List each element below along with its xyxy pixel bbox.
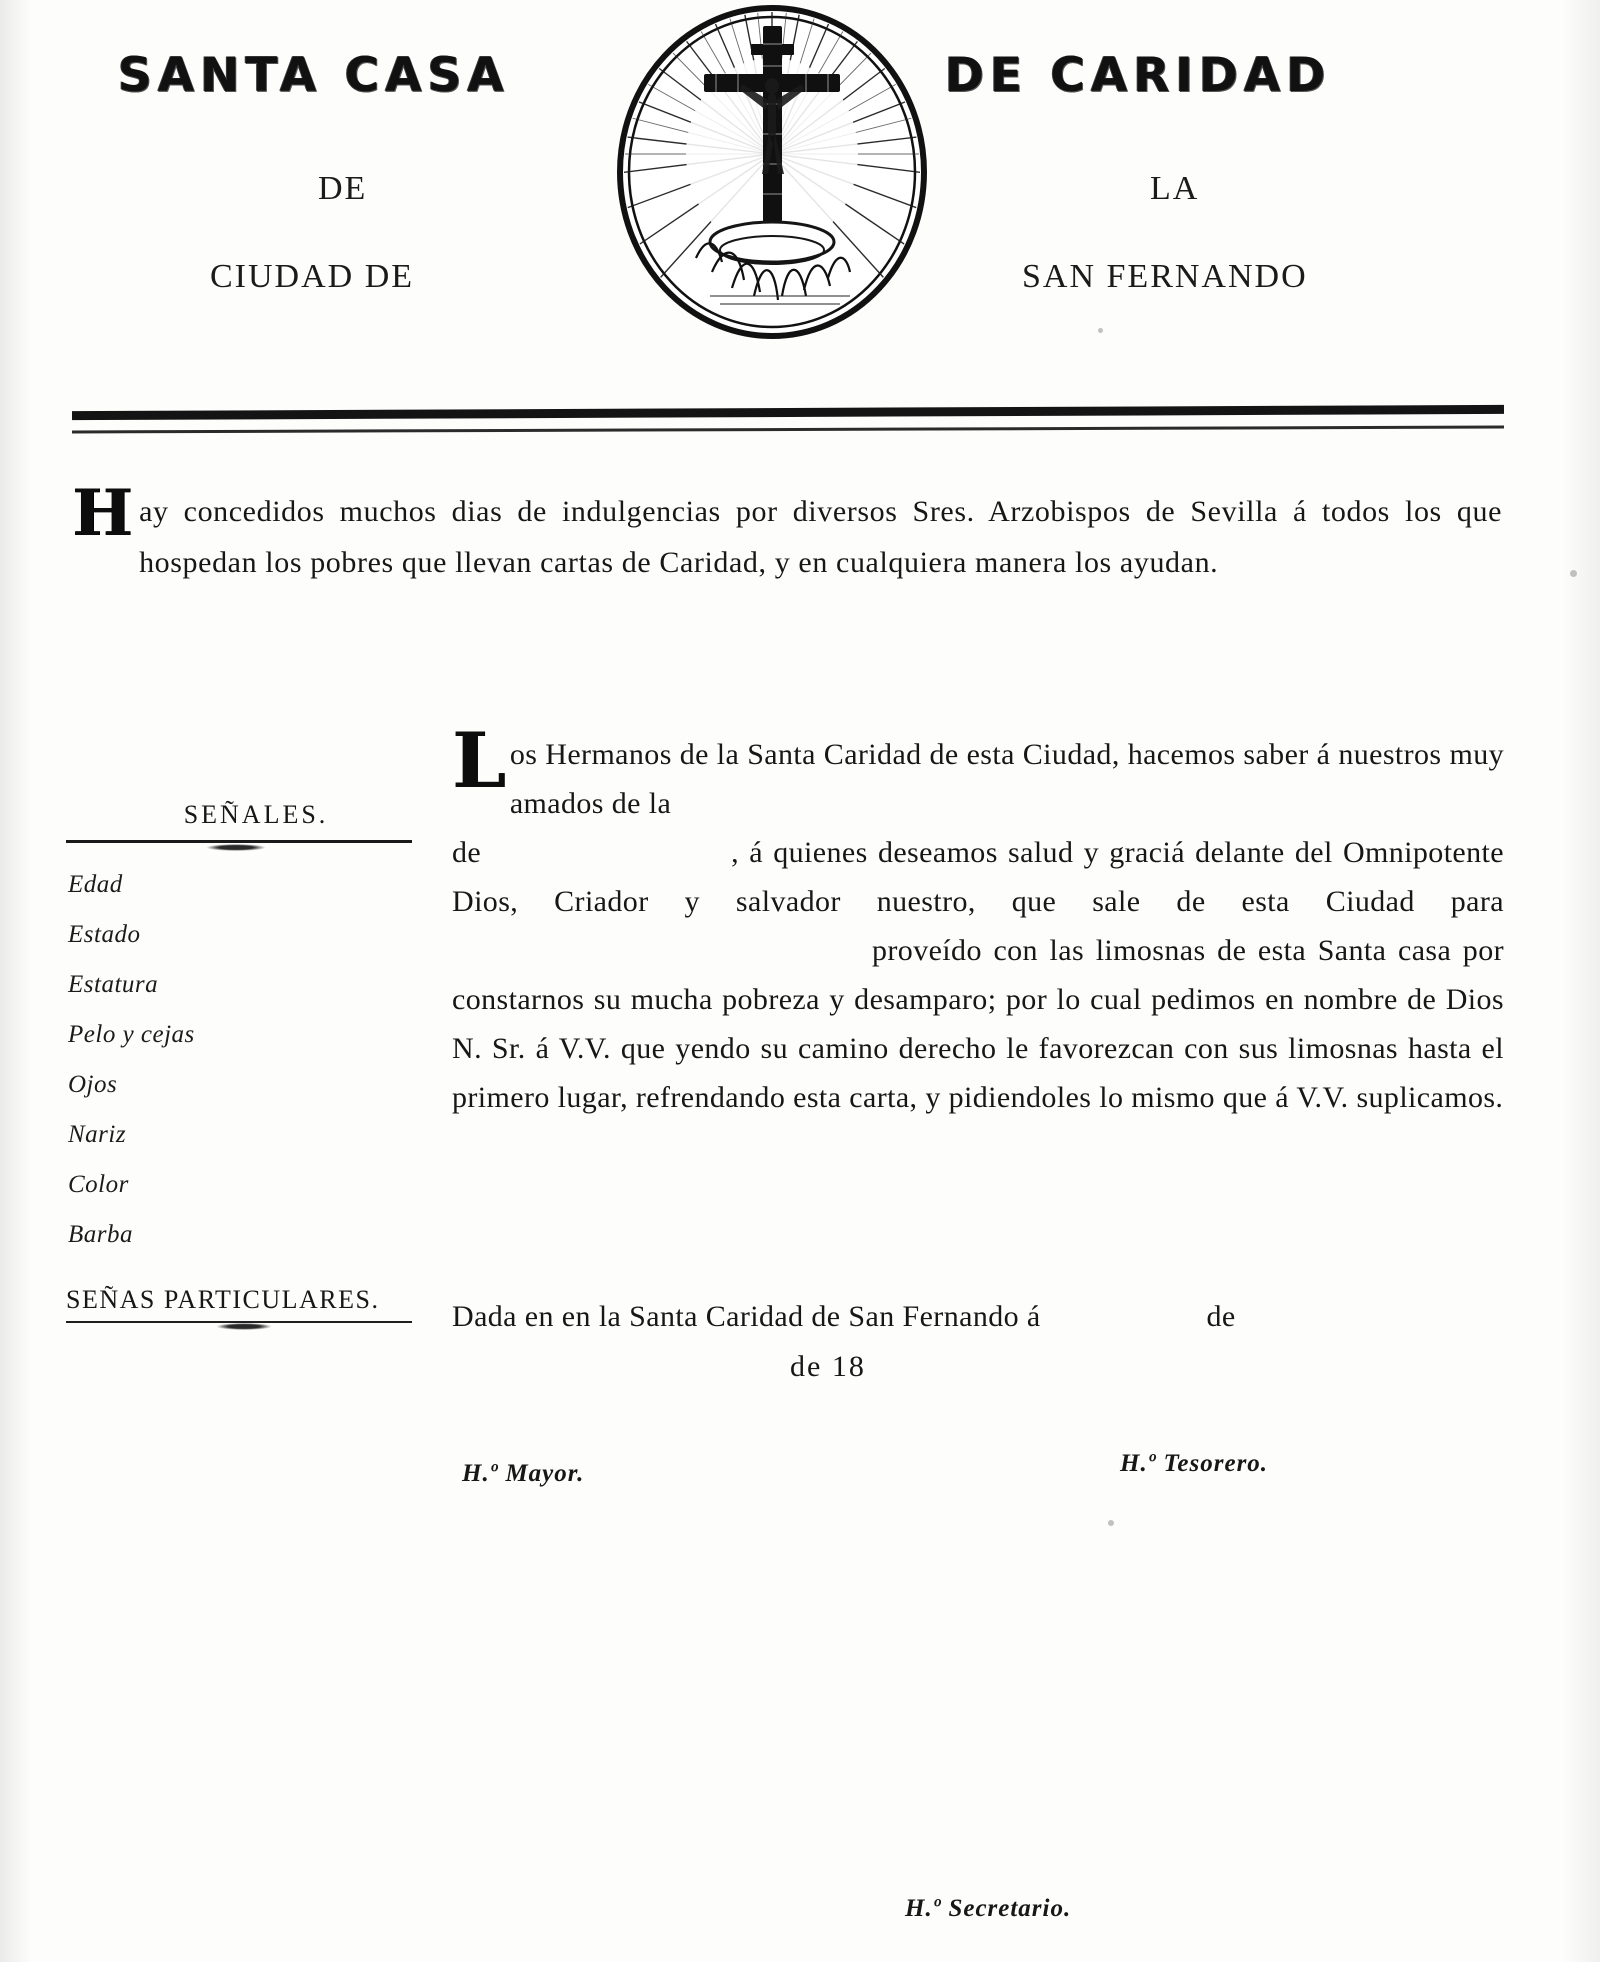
senal-field-ojos[interactable]: Ojos: [68, 1071, 118, 1098]
header-sub-la: LA: [1150, 170, 1200, 207]
senal-field-barba[interactable]: Barba: [68, 1221, 133, 1248]
header-sub-ciudad-de: CIUDAD DE: [210, 258, 415, 295]
body-part-1: os Hermanos de la Santa Caridad de esta Ciudad, hacemos saber á nuestros muy amados de la: [509, 738, 1504, 820]
senal-field-nariz[interactable]: Nariz: [68, 1121, 127, 1148]
intro-text: ay concedidos muchos dias de indulgencias por diversos Sres. Arzobispos de Sevilla á todos los que hospedan los pobres que llevan cartas de Caridad, y en cualquiera manera los ayudan.: [139, 495, 1502, 579]
header-divider-thin: [72, 426, 1504, 434]
senales-list: [66, 871, 426, 1249]
body-part-4: proveído con las limosnas de esta Santa casa por constarnos su mucha pobreza y desamparo; por lo cual pedimos en nombre de Dios N. Sr. á V.V. que yendo su camino derecho le favorezcan con sus limosnas hasta el primero lugar, refrendando esta carta, y pidiendoles lo mismo que á V.V. suplicamos.: [452, 934, 1504, 1114]
dada-line: [452, 1300, 1504, 1334]
header-divider-thick: [72, 405, 1504, 420]
senales-divider: [66, 840, 412, 843]
scan-speck: [1098, 328, 1103, 333]
scan-speck: [1570, 570, 1577, 577]
body-part-3: , á quienes deseamos salud y graciá delante del Omnipotente Dios, Criador y salvador nuestro, que sale de esta Ciudad para: [452, 836, 1504, 918]
letter-body: [452, 716, 1504, 1122]
senales-panel: [66, 800, 426, 1323]
senas-particulares-label: SEÑAS PARTICULARES.: [66, 1285, 380, 1314]
signature-hermano-secretario[interactable]: H.º Secretario.: [905, 1895, 1072, 1922]
body-part-2: de: [452, 836, 482, 869]
senal-field-estatura[interactable]: Estatura: [68, 971, 159, 998]
senales-title: SEÑALES.: [183, 800, 329, 829]
signature-hermano-mayor[interactable]: H.º Mayor.: [462, 1460, 585, 1487]
intro-dropcap: H: [72, 476, 134, 551]
indulgences-paragraph: [72, 476, 1502, 588]
body-dropcap: L: [452, 716, 506, 805]
dada-de: de: [1206, 1300, 1236, 1333]
header-title-right: DE CARIDAD: [945, 48, 1332, 103]
crucifix-radiance-emblem: [592, 4, 952, 344]
date-line[interactable]: de 18: [790, 1350, 866, 1383]
header-sub-de: DE: [318, 170, 368, 207]
senas-particulares-divider: [66, 1321, 412, 1323]
senal-field-estado[interactable]: Estado: [68, 921, 141, 948]
senal-field-color[interactable]: Color: [68, 1171, 129, 1198]
scan-speck: [1108, 1520, 1114, 1526]
senal-field-pelo-y-cejas[interactable]: Pelo y cejas: [68, 1021, 195, 1048]
signature-hermano-tesorero[interactable]: H.º Tesorero.: [1120, 1450, 1269, 1477]
header-title-left: SANTA CASA: [118, 48, 510, 103]
header-sub-san-fernando: SAN FERNANDO: [1022, 258, 1308, 295]
document-header: [0, 0, 1600, 400]
dada-text: Dada en en la Santa Caridad de San Fernando á: [452, 1300, 1041, 1333]
senal-field-edad[interactable]: Edad: [68, 871, 123, 898]
